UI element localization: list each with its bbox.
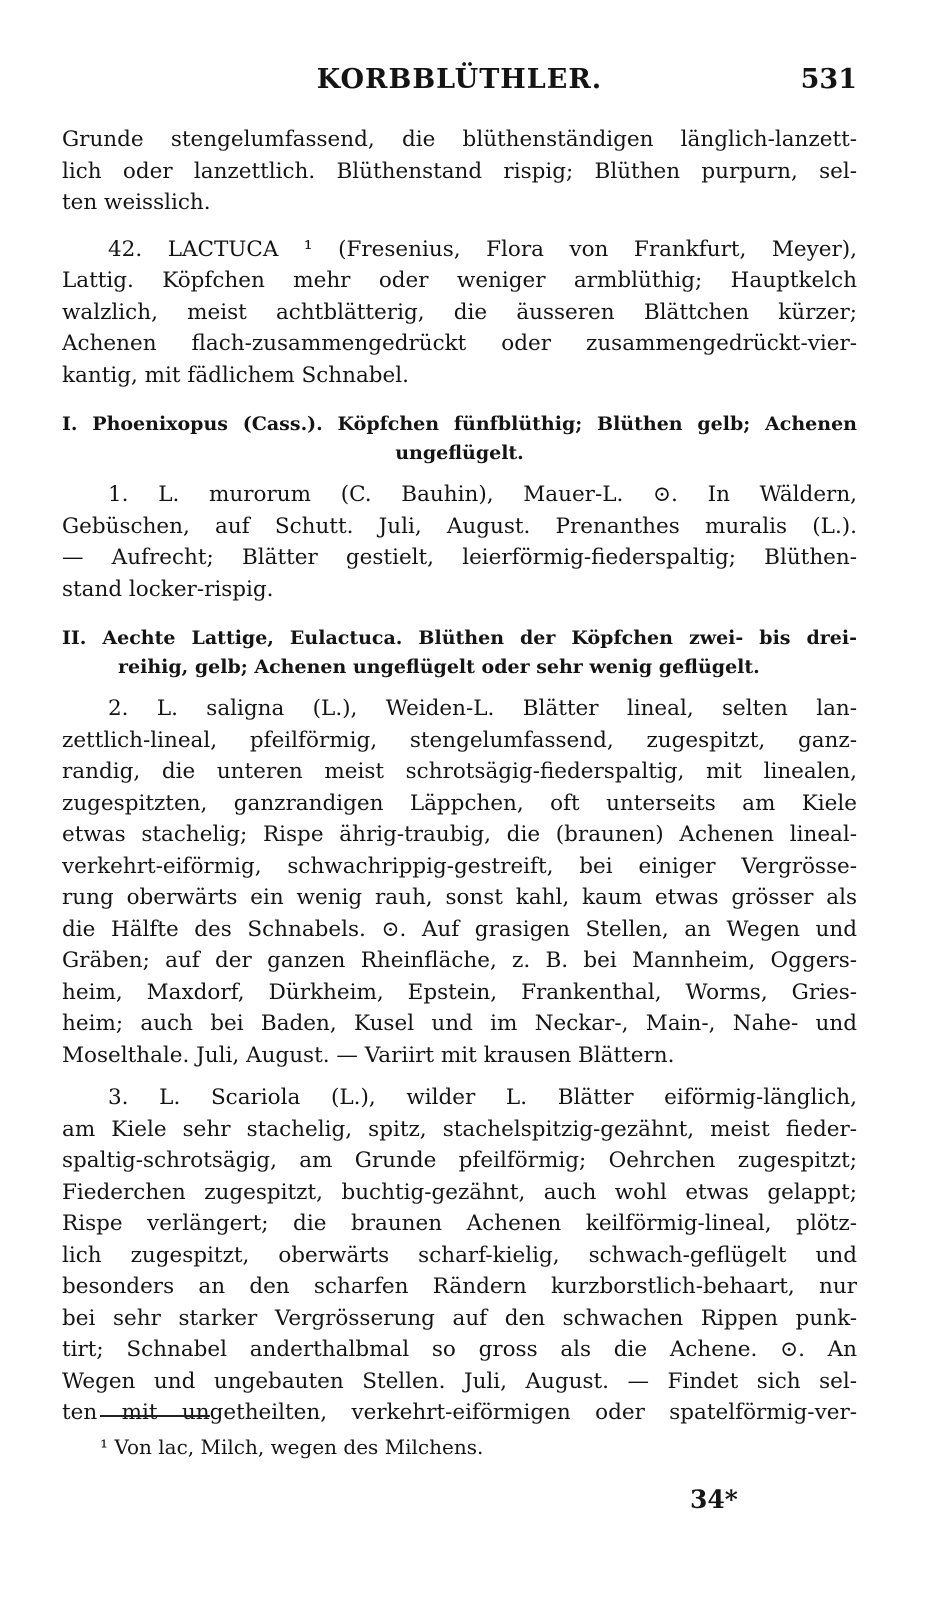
text-line: zettlich-lineal, pfeilförmig, stengelumfassend, zugespitzt, ganz-: [62, 727, 857, 753]
text-line: bei sehr starker Vergrösserung auf den schwachen Rippen punk-: [62, 1305, 857, 1331]
text-line: ungeflügelt.: [395, 442, 524, 464]
footnote: ¹ Von lac, Milch, wegen des Milchens.: [100, 1435, 484, 1459]
text-line: Rispe verlängert; die braunen Achenen keilförmig-lineal, plötz-: [62, 1211, 857, 1236]
species-entry-scariola: [62, 1082, 857, 1429]
text-line: heim, Maxdorf, Dürkheim, Epstein, Frankenthal, Worms, Gries-: [62, 979, 857, 1005]
text-line: kantig, mit fädlichem Schnabel.: [62, 362, 409, 388]
text-line: verkehrt-eiförmig, schwachrippig-gestreift, bei einiger Vergrösse-: [62, 853, 857, 879]
text-line: 42. LACTUCA ¹ (Fresenius, Flora von Frankfurt, Meyer),: [108, 236, 857, 262]
signature-mark: 34*: [690, 1485, 738, 1514]
text-line: randig, die unteren meist schrotsägig-fiederspaltig, mit linealen,: [62, 759, 857, 784]
text-line: rung oberwärts ein wenig rauh, sonst kahl, kaum etwas grösser als: [62, 885, 857, 910]
text-line: die Hälfte des Schnabels. ⊙. Auf grasigen Stellen, an Wegen und: [62, 916, 857, 942]
text-line: 3. L. Scariola (L.), wilder L. Blätter eiförmig-länglich,: [108, 1085, 857, 1110]
text-line: zugespitzten, ganzrandigen Läppchen, oft unterseits am Kiele: [62, 790, 857, 816]
text-line: Lattig. Köpfchen mehr oder weniger armblüthig; Hauptkelch: [62, 268, 857, 293]
text-line: tirt; Schnabel anderthalbmal so gross als die Achene. ⊙. An: [62, 1337, 857, 1362]
page-body: [62, 124, 857, 1429]
text-line: spaltig-schrotsägig, am Grunde pfeilförmig; Oehrchen zugespitzt;: [62, 1148, 857, 1173]
text-line: — Aufrecht; Blätter gestielt, leierförmig-fiederspaltig; Blüthen-: [62, 545, 857, 570]
text-line: besonders an den scharfen Rändern kurzborstlich-behaart, nur: [62, 1274, 857, 1299]
running-head: [62, 64, 857, 104]
section-heading-eulactuca: [62, 624, 857, 682]
genus-entry-lactuca: [62, 234, 857, 392]
text-line: walzlich, meist achtblätterig, die äusseren Blättchen kürzer;: [62, 299, 857, 325]
text-line: 2. L. saligna (L.), Weiden-L. Blätter lineal, selten lan-: [108, 696, 857, 721]
text-line: Wegen und ungebauten Stellen. Juli, August. — Findet sich sel-: [62, 1368, 857, 1394]
text-line: ten mit ungetheilten, verkehrt-eiförmigen oder spatelförmig-ver-: [62, 1400, 857, 1425]
text-line: lich oder lanzettlich. Blüthenstand rispig; Blüthen purpurn, sel-: [62, 158, 857, 184]
species-entry-murorum: [62, 479, 857, 605]
text-line: Gräben; auf der ganzen Rheinfläche, z. B. bei Mannheim, Oggers-: [62, 948, 857, 973]
text-line: ten weisslich.: [62, 190, 211, 215]
text-line: Moselthale. Juli, August. — Variirt mit krausen Blättern.: [62, 1042, 675, 1068]
text-line: Fiederchen zugespitzt, buchtig-gezähnt, auch wohl etwas gelappt;: [62, 1179, 857, 1205]
text-line: etwas stachelig; Rispe ährig-traubig, die (braunen) Achenen lineal-: [62, 822, 857, 847]
page-number: 531: [800, 64, 857, 95]
continued-paragraph: [62, 124, 857, 219]
text-line: II. Aechte Lattige, Eulactuca. Blüthen der Köpfchen zwei- bis drei-: [62, 627, 857, 649]
text-line: lich zugespitzt, oberwärts scharf-kielig, schwach-geflügelt und: [62, 1242, 857, 1268]
text-line: Grunde stengelumfassend, die blüthenständigen länglich-lanzett-: [62, 127, 857, 152]
footnote-rule: [100, 1415, 210, 1417]
text-line: Achenen flach-zusammengedrückt oder zusammengedrückt-vier-: [62, 331, 857, 356]
text-line: reihig, gelb; Achenen ungeflügelt oder sehr wenig geflügelt.: [118, 656, 760, 678]
text-line: heim; auch bei Baden, Kusel und im Neckar-, Main-, Nahe- und: [62, 1011, 857, 1036]
text-line: am Kiele sehr stachelig, spitz, stachelspitzig-gezähnt, meist fieder-: [62, 1116, 857, 1142]
text-line: I. Phoenixopus (Cass.). Köpfchen fünfblüthig; Blüthen gelb; Achenen: [62, 413, 857, 435]
section-heading-phoenixopus: [62, 410, 857, 468]
page-title: KORBBLÜTHLER.: [316, 64, 603, 95]
text-line: 1. L. murorum (C. Bauhin), Mauer-L. ⊙. In Wäldern,: [108, 482, 857, 507]
text-line: Gebüschen, auf Schutt. Juli, August. Prenanthes muralis (L.).: [62, 513, 857, 539]
text-line: stand locker-rispig.: [62, 576, 274, 602]
species-entry-saligna: [62, 693, 857, 1071]
